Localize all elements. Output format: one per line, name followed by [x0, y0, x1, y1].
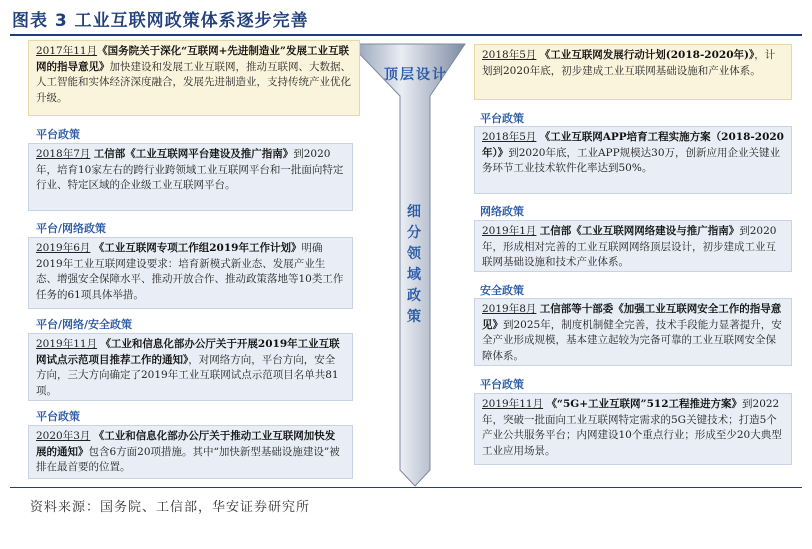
left-card-0: [28, 40, 360, 116]
left-card-4: [28, 425, 353, 479]
card-text: 包含6方面20项措施。其中“加快新型基础设施建设”被排在最首要的位置。: [36, 445, 340, 473]
card-date: 2019年11月: [482, 398, 544, 410]
card-date: 2018年5月: [482, 49, 537, 61]
left-category-1: 平台政策: [36, 128, 80, 141]
right-card-1: [474, 126, 792, 194]
card-text: ，对网络方向，平台方向，安全方向，三大方向确定了2019年工业互联网试点示范项目名单共81项。: [36, 353, 339, 397]
card-doc: 工信部等十部委《加强工业互联网安全工作的指导意见》: [482, 303, 782, 331]
card-text: ，计划到2020年底，初步建成工业互联网基础设施和产业体系。: [482, 49, 776, 77]
card-text: 到2025年，制度机制健全完善，技术手段能力显著提升，安全产业形成规模，基本建立起较为完备可靠的工业互联网安全保障体系。: [482, 318, 782, 362]
sub-domain-label: 细分领域政策: [407, 204, 421, 325]
top-design-label: 顶层设计: [384, 67, 448, 83]
left-card-2: [28, 237, 353, 309]
card-text: 明确2019年工业互联网建设要求：培育新模式新业态、发展产业生态、增强安全保障水平、推动开放合作、推动政策落地等10类工作任务的61项具体举措。: [36, 242, 344, 301]
left-category-3: 平台/网络/安全政策: [36, 318, 133, 331]
right-card-4: [474, 393, 792, 465]
right-card-3: [474, 298, 792, 366]
left-card-1: [28, 143, 353, 211]
card-text: 加快建设和发展工业互联网，推动互联网、大数据、人工智能和实体经济深度融合，发展先进制造业，支持传统产业优化升级。: [36, 60, 351, 104]
card-text: 到2022年，突破一批面向工业互联网特定需求的5G关键技术；打造5个产业公共服务平台；内网建设10个重点行业；形成至少20大典型工业应用场景。: [482, 398, 782, 457]
right-category-4: 平台政策: [480, 378, 524, 391]
card-date: 2019年8月: [482, 303, 537, 315]
right-category-3: 安全政策: [480, 284, 524, 297]
left-category-4: 平台政策: [36, 410, 80, 423]
card-date: 2019年11月: [36, 338, 98, 350]
card-text: 到2020年底，工业APP规模达30万，创新应用企业关键业务环节工业技术软件化率达到50%。: [482, 146, 781, 174]
card-doc: 《工业互联网专项工作组2019年工作计划》: [93, 242, 302, 254]
card-date: 2019年6月: [36, 242, 91, 254]
left-card-3: [28, 333, 353, 401]
card-date: 2019年1月: [482, 225, 537, 237]
right-category-2: 网络政策: [480, 205, 524, 218]
right-card-2: [474, 220, 792, 272]
card-date: 2018年7月: [36, 148, 91, 160]
card-doc: 《工业互联网发展行动计划(2018-2020年)》: [539, 49, 755, 61]
card-doc: 工信部《工业互联网平台建设及推广指南》: [93, 148, 294, 160]
card-doc: 《工业和信息化部办公厅关于推动工业互联网加快发展的通知》: [36, 430, 336, 458]
card-doc: 《国务院关于深化“互联网+先进制造业”发展工业互联网的指导意见》: [36, 45, 349, 73]
source-note: 资料来源：国务院、工信部，华安证券研究所: [30, 500, 311, 515]
card-date: 2018年5月: [482, 131, 537, 143]
card-text: 到2020年，形成相对完善的工业互联网网络顶层设计，初步建成工业互联网基础设施和技术产业体系。: [482, 225, 777, 268]
card-date: 2020年3月: [36, 430, 91, 442]
card-doc: 《“5G+工业互联网”512工程推进方案》: [546, 398, 743, 410]
right-category-1: 平台政策: [480, 112, 524, 125]
figure-title: 图表 3 工业互联网政策体系逐步完善: [12, 11, 309, 31]
card-doc: 工信部《工业互联网网络建设与推广指南》: [539, 225, 740, 237]
source-divider: [10, 487, 802, 488]
card-doc: 《工业和信息化部办公厅关于开展2019年工业互联网试点示范项目推荐工作的通知》: [36, 338, 340, 366]
right-card-0: [474, 44, 792, 100]
card-date: 2017年11月: [36, 45, 98, 57]
card-text: 到2020年，培育10家左右的跨行业跨领域工业互联网平台和一批面向特定行业、特定区域的企业级工业互联网平台。: [36, 148, 344, 191]
card-doc: 《工业互联网APP培育工程实施方案（2018-2020年）》: [482, 131, 784, 159]
left-category-2: 平台/网络政策: [36, 222, 107, 235]
